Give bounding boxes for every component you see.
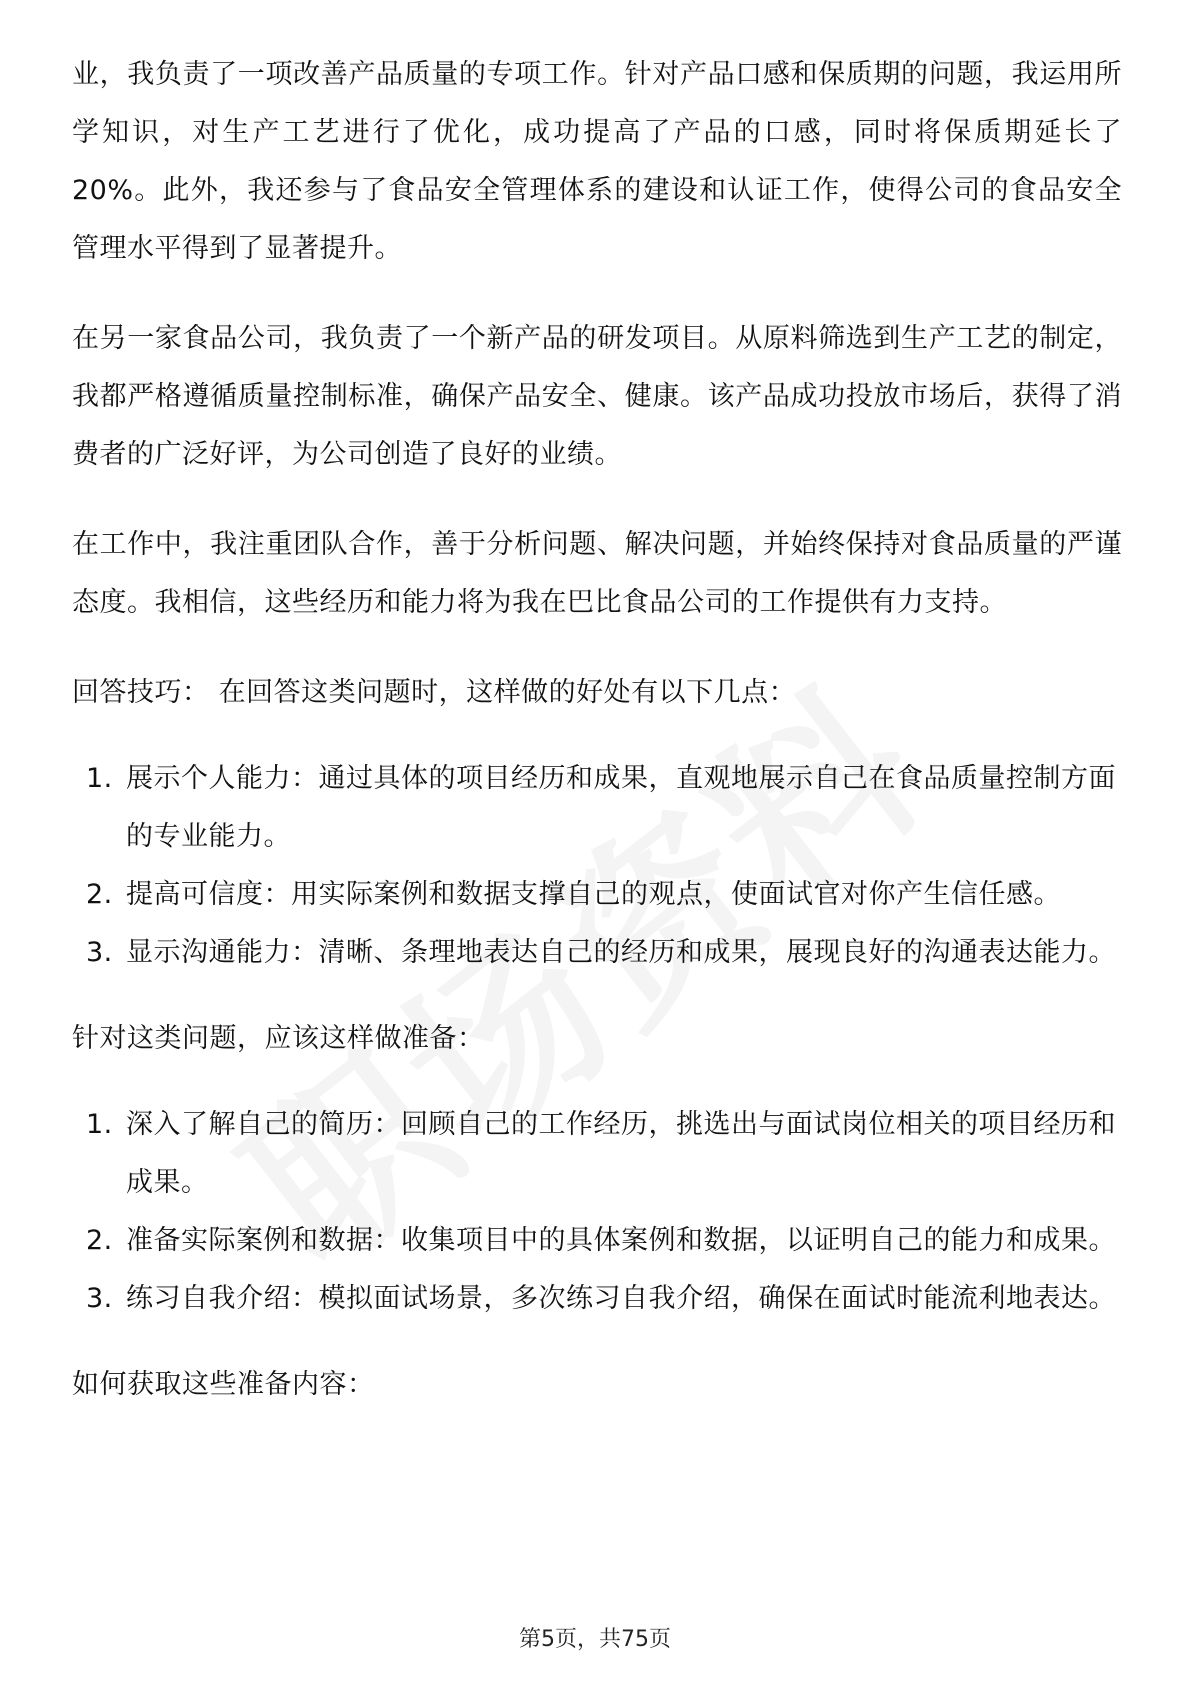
list-text: 提高可信度：用实际案例和数据支撑自己的观点，使面试官对你产生信任感。 bbox=[126, 879, 1061, 910]
list-text: 练习自我介绍：模拟面试场景，多次练习自我介绍，确保在面试时能流利地表达。 bbox=[126, 1283, 1116, 1314]
tips-intro: 回答技巧： 在回答这类问题时，这样做的好处有以下几点： bbox=[72, 677, 797, 708]
list-item bbox=[72, 924, 1122, 982]
prepare-list bbox=[72, 1096, 1122, 1328]
list-item bbox=[72, 750, 1122, 866]
list-text: 显示沟通能力：清晰、条理地表达自己的经历和成果，展现良好的沟通表达能力。 bbox=[126, 937, 1116, 968]
list-text: 深入了解自己的简历：回顾自己的工作经历，挑选出与面试岗位相关的项目经历和成果。 bbox=[126, 1109, 1116, 1198]
list-item bbox=[72, 1096, 1122, 1212]
list-text: 展示个人能力：通过具体的项目经历和成果，直观地展示自己在食品质量控制方面的专业能力。 bbox=[126, 763, 1116, 852]
list-number: 2. bbox=[86, 1225, 113, 1256]
tips-list bbox=[72, 750, 1122, 982]
howto-intro: 如何获取这些准备内容： bbox=[72, 1369, 375, 1400]
paragraph-new-product: 在另一家食品公司，我负责了一个新产品的研发项目。从原料筛选到生产工艺的制定，我都严格遵循质量控制标准，确保产品安全、健康。该产品成功投放市场后，获得了消费者的广泛好评，为公司创造了良好的业绩。 bbox=[72, 323, 1122, 470]
paragraph-quality-project: 业，我负责了一项改善产品质量的专项工作。针对产品口感和保质期的问题，我运用所学知识，对生产工艺进行了优化，成功提高了产品的口感，同时将保质期延长了20%。此外，我还参与了食品安全管理体系的建设和认证工作，使得公司的食品安全管理水平得到了显著提升。 bbox=[72, 59, 1122, 264]
list-number: 2. bbox=[86, 879, 113, 910]
prepare-intro: 针对这类问题，应该这样做准备： bbox=[72, 1023, 485, 1054]
list-number: 1. bbox=[86, 763, 113, 794]
document-body bbox=[72, 46, 1122, 1442]
paragraph-teamwork: 在工作中，我注重团队合作，善于分析问题、解决问题，并始终保持对食品质量的严谨态度。我相信，这些经历和能力将为我在巴比食品公司的工作提供有力支持。 bbox=[72, 529, 1122, 618]
list-item bbox=[72, 1270, 1122, 1328]
page-footer: 第5页，共75页 bbox=[519, 1627, 671, 1652]
list-item bbox=[72, 1212, 1122, 1270]
list-number: 3. bbox=[86, 937, 113, 968]
list-number: 1. bbox=[86, 1109, 113, 1140]
list-item bbox=[72, 866, 1122, 924]
list-text: 准备实际案例和数据：收集项目中的具体案例和数据，以证明自己的能力和成果。 bbox=[126, 1225, 1116, 1256]
list-number: 3. bbox=[86, 1283, 113, 1314]
